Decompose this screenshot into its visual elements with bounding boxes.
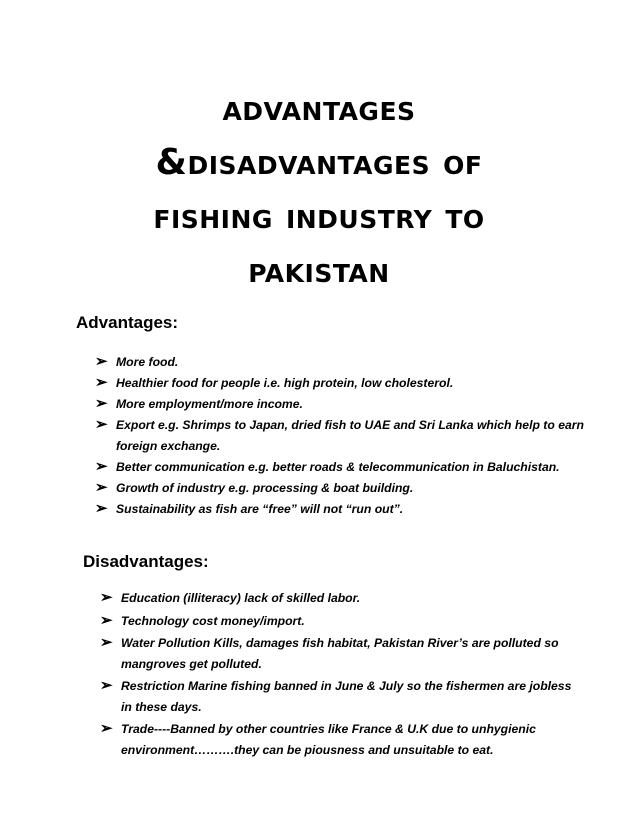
disadvantage-item [100,588,580,609]
advantage-text: Better communication e.g. better roads & telecommunication in Baluchistan. [116,459,560,474]
advantage-text: More employment/more income. [116,397,303,411]
arrow-bullet-icon: ➢ [95,416,108,433]
advantage-text: More food. [116,355,179,369]
advantage-text: Healthier food for people i.e. high protein, low cholesterol. [116,376,454,390]
disadvantage-text: Technology cost money/import. [121,613,305,628]
advantage-item [95,415,585,456]
advantage-item [95,457,585,478]
disadvantages-heading: Disadvantages: [83,552,209,571]
disadvantage-text: Restriction Marine fishing banned in June & July so the fishermen are jobless in these days. [121,679,572,714]
advantage-item [95,394,585,415]
disadvantage-text: Education (illiteracy) lack of skilled labor. [121,591,361,605]
advantage-text: Export e.g. Shrimps to Japan, dried fish to UAE and Sri Lanka which help to earn foreign exchange. [116,418,584,453]
arrow-bullet-icon: ➢ [95,478,108,496]
advantage-item [95,499,585,520]
arrow-bullet-icon: ➢ [95,353,108,370]
advantage-text: Growth of industry e.g. processing & boat building. [116,480,414,495]
arrow-bullet-icon: ➢ [95,395,108,412]
arrow-bullet-icon: ➢ [100,589,113,606]
document-title [60,82,578,298]
title-line: advantages [222,88,416,129]
arrow-bullet-icon: ➢ [95,374,108,391]
advantage-item [95,478,585,499]
arrow-bullet-icon: ➢ [100,611,113,629]
title-line: fishing industry to [153,196,485,237]
arrow-bullet-icon: ➢ [100,720,113,737]
advantage-item [95,373,585,394]
disadvantage-item [100,676,580,717]
title-line: pakistan [248,250,390,291]
disadvantage-text: Trade----Banned by other countries like France & U.K due to unhygienic environment……….they can be piousness and unsuitable to eat. [121,722,536,757]
disadvantage-text: Water Pollution Kills, damages fish habitat, Pakistan River’s are polluted so mangroves get polluted. [121,636,559,671]
title-line: &disadvantages of [155,142,483,183]
advantage-text: Sustainability as fish are “free” will not “run out”. [116,501,404,516]
advantages-heading: Advantages: [76,313,179,332]
disadvantage-item [100,719,580,760]
advantages-list [95,352,585,520]
arrow-bullet-icon: ➢ [95,457,108,475]
arrow-bullet-icon: ➢ [100,677,113,694]
advantage-item [95,352,585,373]
disadvantage-item [100,611,580,632]
arrow-bullet-icon: ➢ [95,499,108,517]
arrow-bullet-icon: ➢ [100,634,113,651]
disadvantages-list [100,588,580,762]
disadvantage-item [100,633,580,674]
